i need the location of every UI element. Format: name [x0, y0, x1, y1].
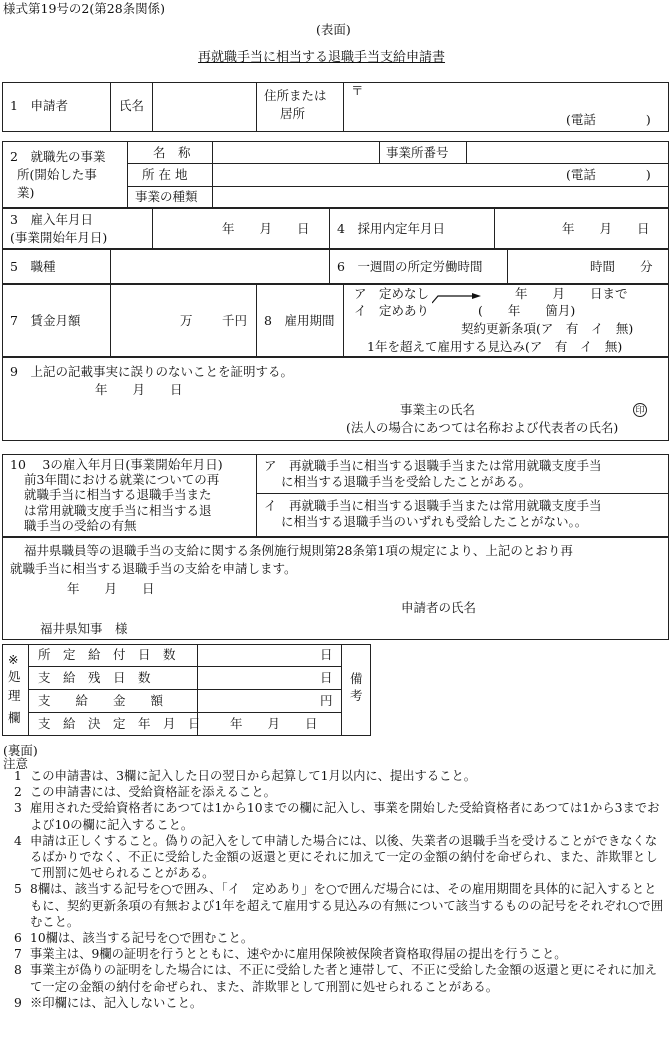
- prior-benefit-label-5: 職手当の受給の有無: [24, 518, 137, 533]
- period-months-field[interactable]: ( 年 箇月): [478, 303, 576, 318]
- applicant-sign-field[interactable]: [480, 598, 665, 616]
- remarks-label-1: 備: [350, 671, 363, 686]
- employer-label-1: 2 就職先の事業: [10, 149, 106, 164]
- processing-char-1: 処: [8, 669, 21, 684]
- applicant-tel-label: (電話 ): [566, 112, 651, 127]
- note-text: この申請書は、3欄に記入した日の翌日から起算して1月以内に、提出すること。: [30, 769, 477, 783]
- processing-mark: ※: [8, 652, 19, 667]
- note-number: 8: [14, 963, 22, 978]
- postal-mark: 〒: [351, 83, 364, 98]
- certification-statement: 9 上記の記載事実に誤りのないことを証明する。: [10, 364, 293, 379]
- employer-label-3: 業): [17, 185, 35, 200]
- decision-date-field[interactable]: 年 月 日: [230, 716, 318, 731]
- note-text: 雇用された受給資格者にあつては1から10までの欄に記入し、事業を開始した受給資格者にあつては1から3までおよび10の欄に記入すること。: [30, 801, 660, 832]
- corporate-note: (法人の場合にあつては名称および代表者の氏名): [346, 420, 619, 435]
- period-option-a[interactable]: ア 定めなし: [354, 286, 430, 301]
- office-no-label: 事業所番号: [386, 145, 449, 160]
- hire-date-field[interactable]: 年 月 日: [222, 221, 310, 236]
- business-type-field[interactable]: [213, 187, 668, 207]
- application-text-1: 福井県職員等の退職手当の支給に関する条例施行規則第28条第1項の規定により、上記のとおり再: [24, 543, 573, 558]
- weekly-hours-field[interactable]: 時間 分: [590, 259, 653, 274]
- wage-sen-unit[interactable]: 千円: [222, 313, 248, 328]
- seal-icon: 印: [633, 403, 647, 417]
- note-text: 10欄は、該当する記号を○で囲むこと。: [30, 931, 254, 946]
- occupation-label: 5 職種: [10, 259, 56, 274]
- back-side-label: (裏面): [3, 743, 38, 758]
- prior-benefit-option-a-1[interactable]: ア 再就職手当に相当する退職手当または常用就職支度手当: [264, 458, 602, 473]
- prior-benefit-label-4: は常用就職支度手当に相当する退: [24, 503, 212, 518]
- notes-heading: 注意: [3, 756, 29, 771]
- hire-date-label-1: 3 雇入年月日: [10, 212, 93, 227]
- applicant-name-label: 氏名: [119, 98, 145, 113]
- row-occupation: [2, 249, 669, 284]
- employer-name-label: 名 称: [153, 145, 191, 160]
- application-text-2: 就職手当に相当する退職手当の支給を申請します。: [10, 561, 297, 576]
- employer-location-label: 所 在 地: [142, 167, 188, 182]
- prior-benefit-label-3: 就職手当に相当する退職手当また: [24, 487, 212, 502]
- applicant-label: 1 申請者: [10, 98, 68, 113]
- employment-period-label: 8 雇用期間: [264, 313, 335, 328]
- address-label-2: 居所: [280, 106, 306, 121]
- note-item: [4, 962, 668, 994]
- occupation-field[interactable]: [111, 250, 328, 283]
- note-text: 事業主が偽りの証明をした場合には、不正に受給した者と連帯して、不正に受給した金額の返還と更にそれに加えて一定の金額の納付を命ぜられ、また、詐欺罪として刑罰に処せられることがある。: [30, 963, 657, 994]
- payment-amount-label: 支 給 金 額: [38, 693, 164, 708]
- note-item: [4, 800, 668, 832]
- arrow-icon: [432, 293, 482, 305]
- note-number: 2: [14, 785, 22, 800]
- prior-benefit-option-i-1[interactable]: イ 再就職手当に相当する退職手当または常用就職支度手当: [264, 498, 602, 513]
- benefit-days-label: 所 定 給 付 日 数: [38, 647, 176, 662]
- processing-char-2: 理: [8, 688, 21, 703]
- offer-date-field[interactable]: 年 月 日: [562, 221, 650, 236]
- side-label: (表面): [316, 22, 351, 37]
- renewal-clause[interactable]: 契約更新条項(ア 有 イ 無): [461, 321, 634, 336]
- weekly-hours-label: 6 一週間の所定労働時間: [337, 259, 483, 274]
- over-one-year[interactable]: 1年を超えて雇用する見込み(ア 有 イ 無): [367, 339, 623, 354]
- note-text: 事業主は、9欄の証明を行うとともに、速やかに雇用保険被保険者資格取得届の提出を行うこと。: [30, 947, 567, 962]
- note-number: 3: [14, 801, 22, 816]
- processing-char-3: 欄: [8, 710, 21, 725]
- note-text: この申請書には、受給資格証を添えること。: [30, 785, 276, 800]
- prior-benefit-option-a-2: に相当する退職手当を受給したことがある。: [281, 474, 532, 489]
- address-label-1: 住所または: [264, 88, 327, 103]
- note-item: [4, 930, 668, 946]
- note-item: [4, 784, 668, 800]
- note-number: 4: [14, 833, 22, 848]
- period-until-field[interactable]: 年 月 日まで: [515, 286, 628, 301]
- note-number: 7: [14, 947, 22, 962]
- applicant-sign-label: 申請者の氏名: [401, 600, 477, 615]
- page-title: 再就職手当に相当する退職手当支給申請書: [198, 50, 446, 65]
- period-option-i[interactable]: イ 定めあり: [354, 303, 430, 318]
- wage-man-unit[interactable]: 万: [180, 313, 193, 328]
- employer-tel-label: (電話 ): [566, 167, 651, 182]
- note-item: [4, 768, 668, 784]
- prior-benefit-option-i-2: に相当する退職手当のいずれも受給したことがない。。: [281, 514, 588, 529]
- remaining-days-label: 支 給 残 日 数: [38, 670, 151, 685]
- note-number: 5: [14, 882, 22, 897]
- note-item: [4, 881, 668, 930]
- remarks-label-2: 考: [350, 688, 363, 703]
- note-item: [4, 946, 668, 962]
- application-date-field[interactable]: 年 月 日: [67, 581, 155, 596]
- form-id: 様式第19号の2(第28条関係): [3, 1, 166, 16]
- offer-date-label: 4 採用内定年月日: [337, 221, 445, 236]
- remarks-field[interactable]: [372, 644, 669, 736]
- note-number: 1: [14, 769, 22, 783]
- note-text: 8欄は、該当する記号を○で囲み、「イ 定めあり」を○で囲んだ場合には、その雇用期間を具体的に記入するとともに、契約更新条項の有無および1年を超えて雇用する見込みの有無について該当するものの記号をそれぞれ○で囲むこと。: [30, 882, 664, 929]
- business-type-label: 事業の種類: [135, 189, 198, 204]
- employer-name-sign-label: 事業主の氏名: [400, 402, 476, 417]
- applicant-name-field[interactable]: [153, 83, 255, 131]
- hire-date-label-2: (事業開始年月日): [10, 230, 108, 245]
- office-no-field[interactable]: [467, 142, 668, 163]
- note-number: 9: [14, 995, 22, 1010]
- benefit-days-unit[interactable]: 日: [320, 647, 333, 662]
- wage-label: 7 賃金月額: [10, 313, 81, 328]
- addressee: 福井県知事 様: [40, 621, 128, 636]
- certification-date-field[interactable]: 年 月 日: [95, 382, 183, 397]
- note-item: [4, 995, 668, 1011]
- payment-amount-unit[interactable]: 円: [320, 693, 333, 708]
- note-number: 6: [14, 931, 22, 946]
- prior-benefit-label-1: 10 3の雇入年月日(事業開始年月日): [10, 457, 223, 472]
- remaining-days-unit[interactable]: 日: [320, 670, 333, 685]
- prior-benefit-label-2: 前3年間における就業についての再: [24, 472, 220, 487]
- note-text: 申請は正しくすること。偽りの記入をして申請した場合には、以後、失業者の退職手当を受けることができなくなるばかりでなく、不正に受給した金額の返還と更にそれに加えて一定の金額の納付を命ぜられ、また、詐欺罪として刑罰に処せられることがある。: [30, 833, 658, 881]
- note-text: ※印欄には、記入しないこと。: [30, 995, 203, 1010]
- employer-name-field[interactable]: [213, 142, 378, 163]
- decision-date-label: 支 給 決 定 年 月 日: [38, 716, 201, 731]
- employer-label-2: 所(開始した事: [17, 167, 97, 182]
- note-item: [4, 833, 668, 882]
- notes-list: [4, 768, 668, 1011]
